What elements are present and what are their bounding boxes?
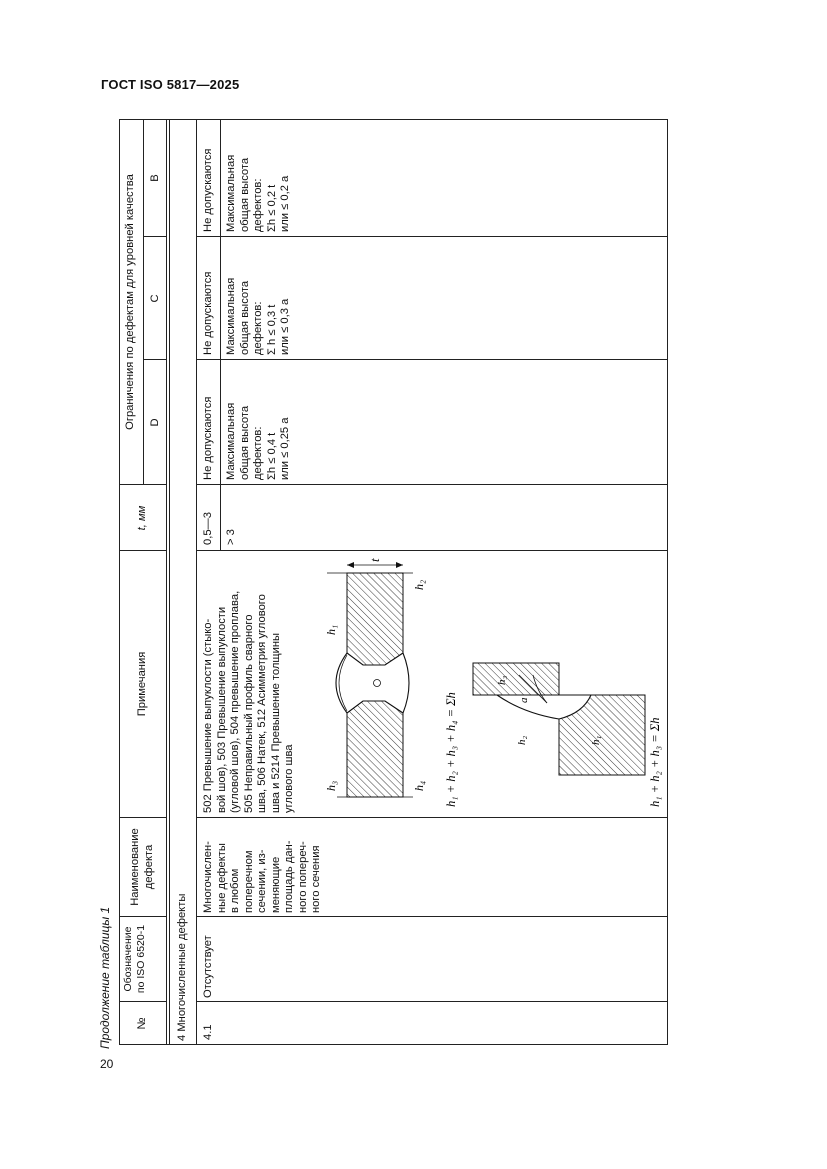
- level-c-line: или ≤ 0,3 a: [279, 298, 291, 355]
- section-title: 4 Многочисленные дефекты: [176, 893, 188, 1041]
- row-notes: [202, 555, 297, 813]
- level-c-line: дефектов:: [252, 301, 264, 355]
- col-line: [119, 817, 166, 818]
- header-notes: Примечания: [136, 651, 148, 717]
- level-d-line: или ≤ 0,25 a: [279, 417, 291, 480]
- defect-name-line: площадь дан-: [283, 840, 295, 913]
- t-range-thick: > 3: [225, 529, 237, 545]
- level-b-line: дефектов:: [252, 178, 264, 232]
- col-line: [196, 550, 668, 551]
- defect-name-line: сечении, из-: [256, 849, 268, 913]
- level-d-thin: Не допускаются: [202, 396, 214, 480]
- label-fillet-h1: h₁: [590, 735, 602, 745]
- defect-name-line: ного сечения: [310, 845, 322, 913]
- table-border-bottom: [667, 119, 668, 1045]
- notes-line: шва и 5214 Превышение толщины: [269, 632, 282, 813]
- col-line: [196, 359, 668, 360]
- col-line: [196, 484, 668, 485]
- label-h2: h₂: [412, 579, 426, 590]
- row-subdivider: [220, 119, 221, 551]
- level-b-line: Максимальная: [225, 154, 237, 232]
- defect-name-line: ного попереч-: [296, 841, 309, 913]
- level-b-thick: [225, 155, 293, 232]
- level-d-thick: [225, 403, 293, 480]
- col-line: [196, 236, 668, 237]
- fillet-weld-diagram: [473, 663, 645, 775]
- level-c-line: Σ h ≤ 0,3 t: [265, 304, 278, 355]
- level-d-line: Σh ≤ 0,4 t: [265, 432, 278, 480]
- level-b-thin: Не допускаются: [202, 148, 214, 232]
- defect-name-line: меняющие: [269, 856, 282, 913]
- header-t: t, мм: [136, 505, 148, 531]
- header-level-c: C: [149, 294, 161, 303]
- label-h4: h₄: [412, 780, 426, 791]
- weld-defects-figure: [297, 553, 665, 815]
- level-c-line: общая высота: [238, 280, 251, 355]
- notes-line: углового шва: [283, 744, 295, 813]
- level-b-line: общая высота: [238, 157, 251, 232]
- label-h3: h₃: [324, 780, 338, 791]
- defect-name-line: ные дефекты: [215, 843, 228, 913]
- level-d-line: общая высота: [238, 405, 251, 480]
- label-a: a: [518, 697, 530, 703]
- label-h1: h₁: [324, 624, 338, 635]
- col-line: [196, 1001, 668, 1002]
- notes-line: (угловой шов), 504 превышение проплава,: [229, 590, 241, 813]
- defect-name-line: в любом: [229, 868, 241, 913]
- document-code: ГОСТ ISO 5817—2025: [101, 77, 240, 92]
- table-border-left: [119, 1044, 668, 1045]
- label-fillet-h2: h₂: [516, 735, 528, 745]
- header-level-d: D: [149, 418, 161, 427]
- header-no: №: [136, 1017, 148, 1030]
- level-b-line: или ≤ 0,2 a: [279, 175, 291, 232]
- col-line: [196, 817, 668, 818]
- level-c-thin: Не допускаются: [202, 271, 214, 355]
- header-level-b: B: [149, 174, 161, 182]
- defects-table: [119, 119, 668, 1045]
- limits-subheader-rule: [143, 119, 144, 485]
- page-number: 20: [100, 1057, 114, 1071]
- header-defect-name: Наименование дефекта: [129, 828, 155, 906]
- header-designation: Обозначение по ISO 6520-1: [122, 924, 147, 994]
- row-defect-name: [202, 821, 324, 913]
- row-number: 4.1: [202, 1024, 214, 1040]
- table-continuation-caption: Продолжение таблицы 1: [98, 906, 112, 1049]
- t-range-thin: 0,5—3: [202, 512, 214, 545]
- notes-line: 505 Неправильный профиль сварного: [242, 614, 255, 813]
- table-border-right: [119, 119, 668, 120]
- col-line: [119, 916, 166, 917]
- level-c-thick: [225, 278, 293, 355]
- col-line: [196, 916, 668, 917]
- section-rule: [196, 119, 197, 1045]
- level-d-line: Максимальная: [225, 402, 237, 480]
- butt-weld-diagram: [324, 558, 426, 797]
- label-fillet-h3: h₃: [496, 675, 508, 685]
- table-border-top: [119, 119, 120, 1045]
- label-t: t: [367, 558, 382, 562]
- notes-line: шва, 506 Натек, 512 Асимметрия углового: [256, 594, 268, 813]
- header-rule-double: [169, 119, 170, 1045]
- level-b-line: Σh ≤ 0,2 t: [265, 184, 278, 232]
- defect-name-line: Многочислен-: [202, 841, 214, 913]
- header-rule: [166, 119, 167, 1045]
- row-designation: Отсутствует: [202, 935, 214, 998]
- formula-butt: h₁ + h₂ + h₃ + h₄ = Σh: [444, 692, 458, 807]
- header-limits: Ограничения по дефектам для уровней качества: [124, 174, 136, 430]
- formula-fillet: h₁ + h₂ + h₃ = Σh: [648, 717, 662, 807]
- defect-name-line: поперечном: [242, 850, 255, 913]
- level-d-line: дефектов:: [252, 426, 264, 480]
- notes-line: 502 Превышение выпуклости (стыко-: [202, 618, 214, 813]
- level-c-line: Максимальная: [225, 277, 237, 355]
- notes-line: вой шов), 503 Превышение выпуклости: [215, 606, 228, 813]
